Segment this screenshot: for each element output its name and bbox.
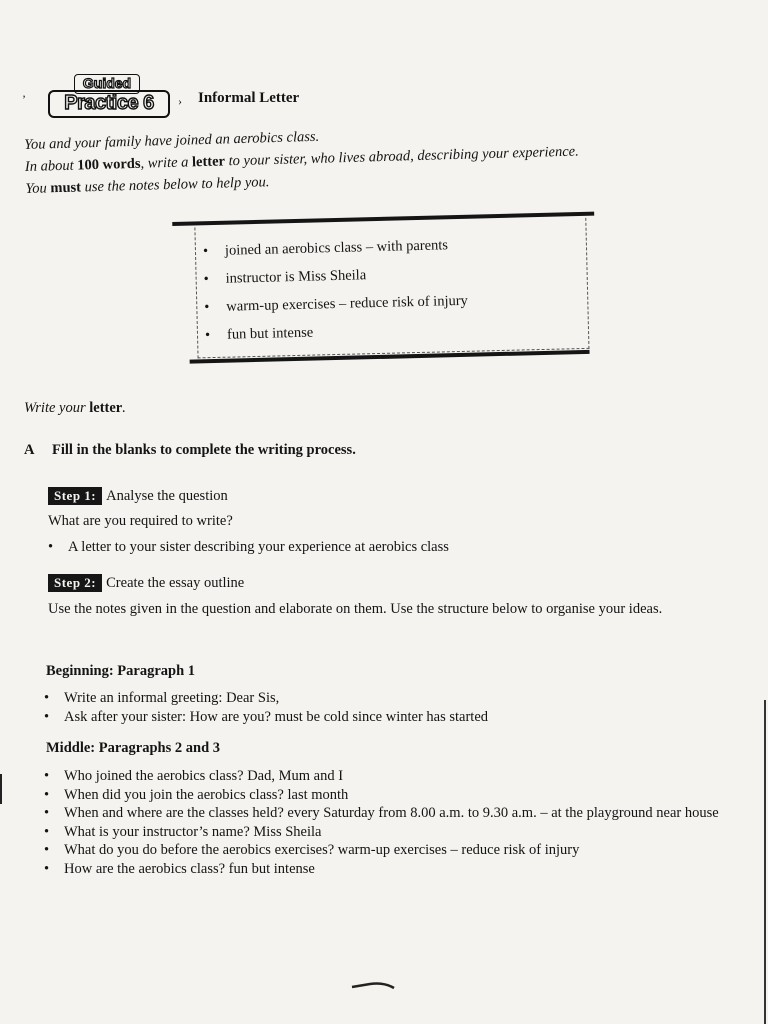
logo-guided-text: Guided xyxy=(74,74,140,94)
right-tick-mark: › xyxy=(178,94,182,108)
step-1-question: What are you required to write? xyxy=(48,513,233,529)
step-2-instruction: Use the notes given in the question and elaborate on them. Use the structure below to organise your ideas. xyxy=(48,601,663,617)
left-edge-mark xyxy=(0,774,2,804)
right-edge-line xyxy=(764,700,766,1024)
step-2-title: Create the essay outline xyxy=(106,575,245,591)
question-line-3: You must use the notes below to help you. xyxy=(25,174,270,197)
list-item: • How are the aerobics class? fun but intense xyxy=(44,860,754,879)
list-item: • What is your instructor’s name? Miss Sheila xyxy=(44,823,754,842)
question-line-1: You and your family have joined an aerobics class. xyxy=(24,128,320,153)
list-item: • What do you do before the aerobics exercises? warm-up exercises – reduce risk of injury xyxy=(44,841,754,860)
step-2 xyxy=(48,574,244,592)
step-1-title: Analyse the question xyxy=(106,488,228,504)
list-item: • Ask after your sister: How are you? must be cold since winter has started xyxy=(44,708,488,727)
page-arrow-mark xyxy=(350,980,396,990)
question-line-2: In about 100 words, write a letter to your sister, who lives abroad, describing your experience. xyxy=(24,143,579,175)
page-title: Informal Letter xyxy=(198,90,300,106)
notes-box xyxy=(172,202,598,374)
list-item: • Write an informal greeting: Dear Sis, xyxy=(44,689,488,708)
section-a-heading xyxy=(24,442,356,459)
question-text xyxy=(24,119,580,200)
step-2-label: Step 2: xyxy=(48,574,102,592)
list-item: • Who joined the aerobics class? Dad, Mum and I xyxy=(44,767,754,786)
write-prompt: Write your letter. xyxy=(24,400,126,416)
note-item: • joined an aerobics class – with parents xyxy=(203,231,467,265)
list-item: • When and where are the classes held? every Saturday from 8.00 a.m. to 9.30 a.m. – at the playground near house xyxy=(44,804,754,823)
note-item: • fun but intense xyxy=(205,315,469,349)
logo-practice-text: Practice 6 xyxy=(48,90,170,118)
step-1 xyxy=(48,487,228,505)
notes-list xyxy=(203,231,469,349)
left-tick-mark: ’ xyxy=(22,92,26,106)
list-item: • When did you join the aerobics class? last month xyxy=(44,786,754,805)
step-1-label: Step 1: xyxy=(48,487,102,505)
note-item: • instructor is Miss Sheila xyxy=(203,259,467,293)
step-1-answer-list xyxy=(48,538,449,557)
step-1-answer: • A letter to your sister describing your experience at aerobics class xyxy=(48,538,449,557)
middle-list xyxy=(44,767,754,878)
beginning-heading: Beginning: Paragraph 1 xyxy=(46,663,196,679)
note-item: • warm-up exercises – reduce risk of injury xyxy=(204,287,468,321)
beginning-list xyxy=(44,689,488,726)
guided-practice-logo xyxy=(48,74,170,118)
section-a-text: Fill in the blanks to complete the writing process. xyxy=(52,442,356,458)
section-letter: A xyxy=(24,442,35,458)
middle-heading: Middle: Paragraphs 2 and 3 xyxy=(46,740,221,756)
